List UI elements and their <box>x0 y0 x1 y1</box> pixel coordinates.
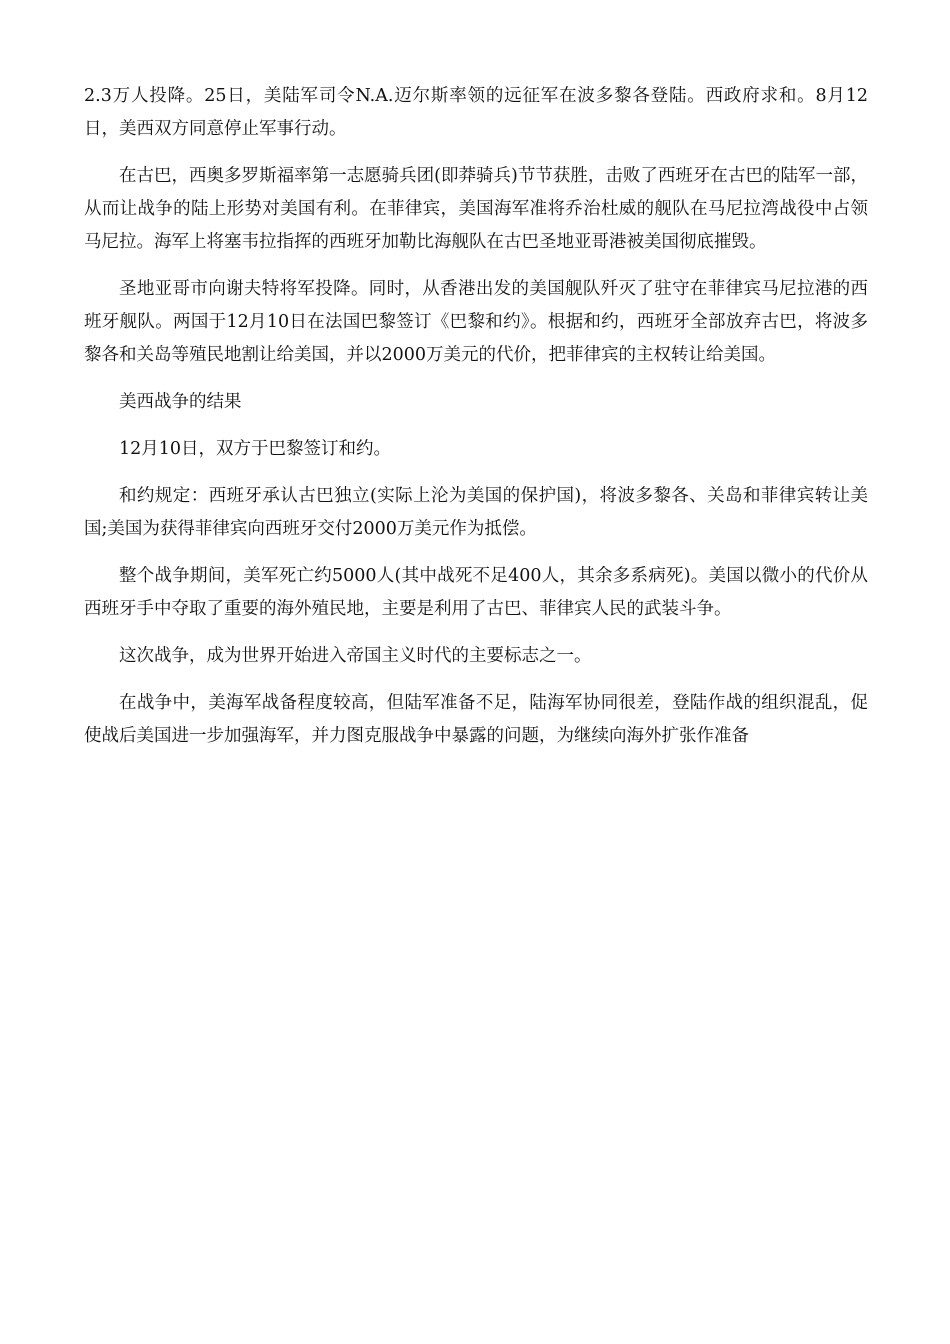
paragraph-surrender-landing: 2.3万人投降。25日，美陆军司令N.A.迈尔斯率领的远征军在波多黎各登陆。西政府求和。8月12日，美西双方同意停止军事行动。 <box>84 86 868 139</box>
paragraph-casualties: 整个战争期间，美军死亡约5000人(其中战死不足400人，其余多系病死)。美国以微小的代价从西班牙手中夺取了重要的海外殖民地，主要是利用了古巴、菲律宾人民的武装斗争。 <box>84 566 868 619</box>
paragraph-treaty-date: 12月10日，双方于巴黎签订和约。 <box>119 439 392 459</box>
paragraph-treaty-terms: 和约规定：西班牙承认古巴独立(实际上沦为美国的保护国)，将波多黎各、关岛和菲律宾转让美国;美国为获得菲律宾向西班牙交付2000万美元作为抵偿。 <box>84 486 868 539</box>
paragraph-imperialism: 这次战争，成为世界开始进入帝国主义时代的主要标志之一。 <box>119 646 592 666</box>
section-heading-war-results: 美西战争的结果 <box>119 392 242 412</box>
paragraph-lessons: 在战争中，美海军战备程度较高，但陆军准备不足，陆海军协同很差，登陆作战的组织混乱，促使战后美国进一步加强海军，并力图克服战争中暴露的问题，为继续向海外扩张作准备 <box>84 693 868 746</box>
paragraph-cuba-philippines: 在古巴，西奥多罗斯福率第一志愿骑兵团(即莽骑兵)节节获胜，击败了西班牙在古巴的陆军一部，从而让战争的陆上形势对美国有利。在菲律宾，美国海军准将乔治杜威的舰队在马尼拉湾战役中占领马尼拉。海军上将塞韦拉指挥的西班牙加勒比海舰队在古巴圣地亚哥港被美国彻底摧毁。 <box>84 166 868 252</box>
document-page <box>84 80 868 767</box>
paragraph-treaty-of-paris: 圣地亚哥市向谢夫特将军投降。同时，从香港出发的美国舰队歼灭了驻守在菲律宾马尼拉港的西班牙舰队。两国于12月10日在法国巴黎签订《巴黎和约》。根据和约，西班牙全部放弃古巴，将波多黎各和关岛等殖民地割让给美国，并以2000万美元的代价，把菲律宾的主权转让给美国。 <box>84 279 868 365</box>
